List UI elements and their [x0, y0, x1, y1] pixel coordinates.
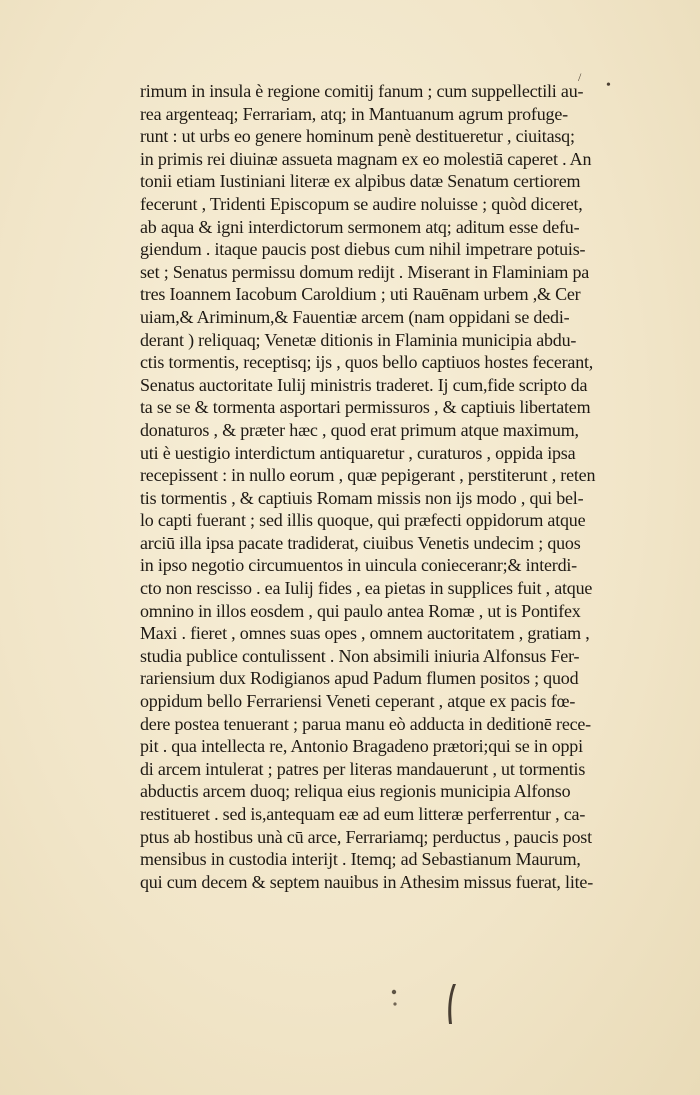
- text-line: donaturos , & præter hæc , quod erat primum atque maximum,: [140, 419, 579, 440]
- text-line: tis tormentis , & captiuis Romam missis non ijs modo , qui bel-: [140, 487, 584, 508]
- text-line: tonii etiam Iustiniani literæ ex alpibus datæ Senatum certiorem: [140, 171, 581, 192]
- ink-mark: /: [578, 70, 582, 84]
- text-line: arciū illa ipsa pacate tradiderat, ciuibus Venetis undecim ; quos: [140, 532, 581, 553]
- text-line: ta se se & tormenta asportari permissuros , & captiuis libertatem: [140, 397, 591, 418]
- text-line: cto non rescisso . ea Iulij fides , ea pietas in supplices fuit , atque: [140, 578, 593, 599]
- text-line: uti è uestigio interdictum antiquaretur , curaturos , oppida ipsa: [140, 442, 576, 463]
- text-line: Maxi . fieret , omnes suas opes , omnem auctoritatem , gratiam ,: [140, 623, 590, 644]
- text-line: ab aqua & igni interdictorum sermonem atq; aditum esse defu-: [140, 216, 580, 237]
- text-line: mensibus in custodia interijt . Itemq; ad Sebastianum Maurum,: [140, 849, 581, 870]
- text-line: in ipso negotio circumuentos in uincula conieceranr;& interdi-: [140, 555, 577, 576]
- text-line: abductis arcem duoq; reliqua eius regionis municipia Alfonso: [140, 781, 571, 802]
- text-line: Senatus auctoritate Iulij ministris traderet. Ij cum,fide scripto da: [140, 374, 588, 395]
- text-line: giendum . itaque paucis post diebus cum nihil impetrare potuis-: [140, 239, 586, 260]
- text-line: pit . qua intellecta re, Antonio Bragadeno prætori;qui se in oppi: [140, 736, 583, 757]
- text-line: oppidum bello Ferrariensi Veneti ceperant , atque ex pacis fœ-: [140, 691, 576, 712]
- text-line: in primis rei diuinæ assueta magnam ex eo molestiā caperet . An: [140, 148, 592, 169]
- text-line: set ; Senatus permissu domum redijt . Miserant in Flaminiam pa: [140, 261, 590, 282]
- text-line: fecerunt , Tridenti Episcopum se audire noluisse ; quòd diceret,: [140, 193, 583, 214]
- text-line: recepissent : in nullo eorum , quæ pepigerant , perstiterunt , reten: [140, 465, 596, 486]
- text-line: rimum in insula è regione comitij fanum ; cum suppellectili au-: [140, 81, 584, 101]
- text-line: restitueret . sed is,antequam eæ ad eum litteræ perferrentur , ca-: [140, 804, 586, 824]
- text-line: rariensium dux Rodigianos apud Padum flumen positos ; quod: [140, 668, 579, 689]
- text-line: derant ) reliquaq; Venetæ ditionis in Flaminia municipia abdu-: [140, 329, 577, 350]
- text-line: ctis tormentis, receptisq; ijs , quos bello captiuos hostes fecerant,: [140, 352, 594, 373]
- text-line: qui cum decem & septem nauibus in Athesim missus fuerat, lite-: [140, 871, 594, 892]
- text-line: omnino in illos eosdem , qui paulo antea Romæ , ut is Pontifex: [140, 600, 581, 621]
- text-line: lo capti fuerant ; sed illis quoque, qui præfecti oppidorum atque: [140, 510, 586, 531]
- text-line: runt : ut urbs eo genere hominum penè destitueretur , ciuitasq;: [140, 126, 575, 147]
- text-line: studia publice contulissent . Non absimili iniuria Alfonsus Fer-: [140, 645, 580, 666]
- text-line: di arcem intulerat ; patres per literas mandauerunt , ut tormentis: [140, 758, 586, 779]
- text-line: uiam,& Ariminum,& Fauentiæ arcem (nam oppidani se dedi-: [140, 306, 570, 327]
- text-line: tres Ioannem Iacobum Caroldium ; uti Rauēnam urbem ,& Cer: [140, 284, 581, 305]
- text-line: ptus ab hostibus unà cū arce, Ferrariamq; perductus , paucis post: [140, 826, 592, 847]
- text-block: [140, 80, 640, 893]
- text-line: rea argenteaq; Ferrariam, atq; in Mantuanum agrum profuge-: [140, 103, 568, 124]
- text-line: dere postea tenuerant ; parua manu eò adducta in deditionē rece-: [140, 713, 591, 734]
- ink-smudge-mark: [386, 980, 466, 1030]
- ink-mark: •: [606, 78, 611, 93]
